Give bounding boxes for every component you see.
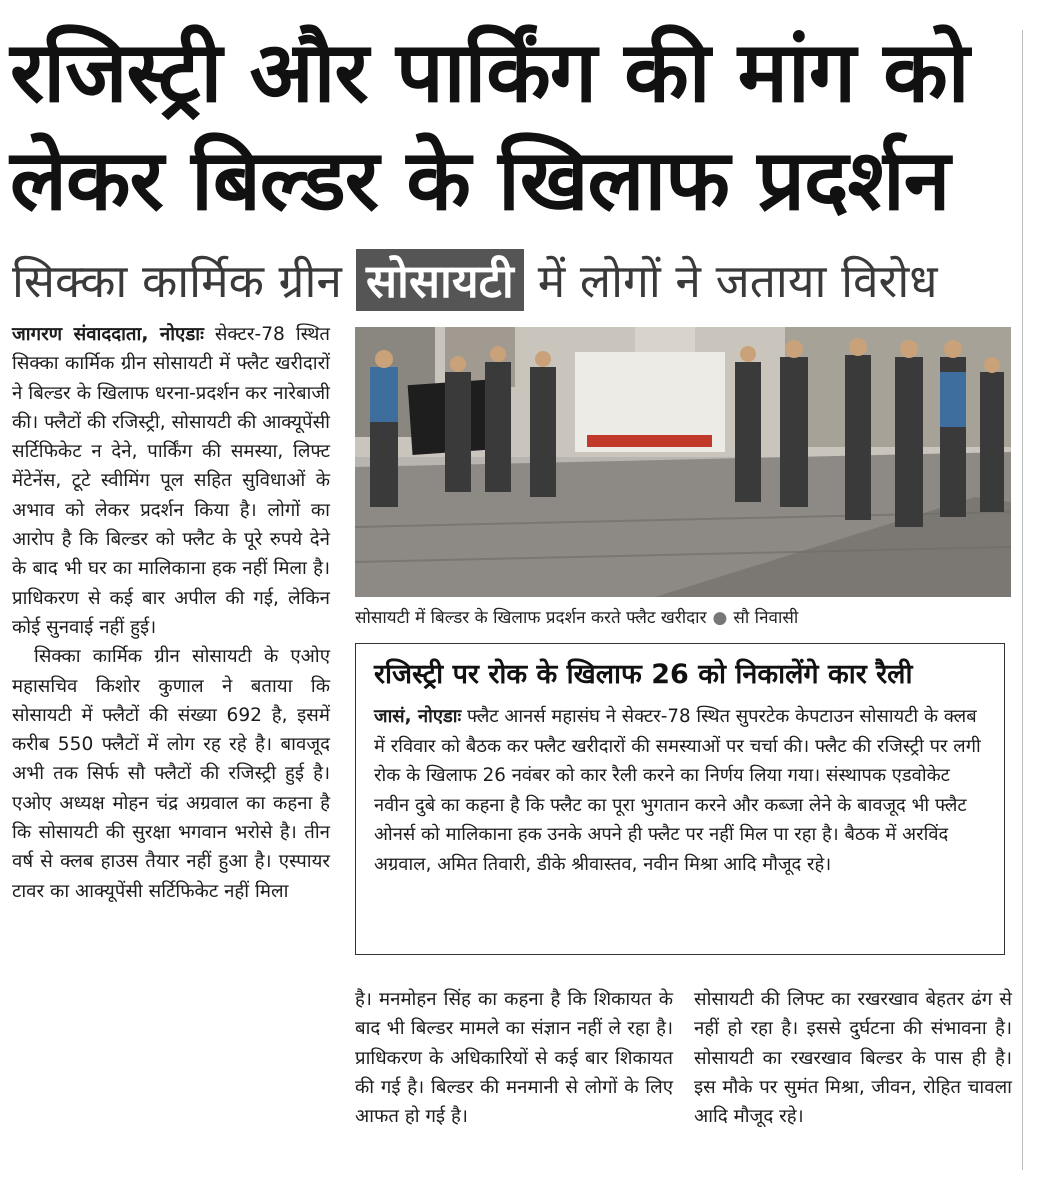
- article-paragraph-2: सिक्का कार्मिक ग्रीन सोसायटी के एओए महासचिव किशोर कुणाल ने बताया कि सोसायटी में फ्लैटों की संख्या 692 है, इसमें करीब 550 फ्लैटों में लोग रह रहे है। बावजूद अभी तक सिर्फ सौ फ्लैटों की रजिस्ट्री हुई है। एओए अध्यक्ष मोहन चंद्र अग्रवाल का कहना है कि सोसायटी की सुरक्षा भगवान भरोसे है। तीन वर्ष से क्लब हाउस तैयार नहीं हुआ है। एस्पायर टावर का आक्यूपेंसी सर्टिफिकेट नहीं मिला: [12, 646, 330, 902]
- article-column-3: [694, 985, 1012, 1131]
- protest-photo: [355, 327, 1011, 597]
- article-para-1-text: सेक्टर-78 स्थित सिक्का कार्मिक ग्रीन सोसायटी में फ्लैट खरीदारों ने बिल्डर के खिलाफ धरना-प्रदर्शन कर नारेबाजी की। फ्लैटों की रजिस्ट्री, सोसायटी की आक्यूपेंसी सर्टिफिकेट न देने, पार्किंग की समस्या, लिफ्ट मेंटेनेंस, टूटे स्वीमिंग पूल सहित सुविधाओं के अभाव को लेकर प्रदर्शन किया है। लोगों का आरोप है कि बिल्डर को फ्लैट के पूरे रुपये देने के बाद भी घर का मालिकाना हक नहीं मिला है। प्राधिकरण से कई बार अपील की गई, लेकिन कोई सुनवाई नहीं हुई।: [12, 324, 331, 638]
- photo-credit: सौ निवासी: [733, 608, 799, 628]
- article-paragraph-1: [12, 320, 330, 642]
- photo-caption: [355, 605, 1011, 628]
- headline-line-1: रजिस्ट्री और पार्किंग की मांग को: [10, 23, 969, 121]
- sidebar-story-box: [355, 643, 1005, 955]
- caption-bullet-icon: ●: [712, 608, 728, 628]
- article-column-1: [12, 320, 330, 906]
- sidebar-story-text: फ्लैट आनर्स महासंघ ने सेक्टर-78 स्थित सुपरटेक केपटाउन सोसायटी के क्लब में रविवार को बैठक कर फ्लैट खरीदारों की समस्याओं पर चर्चा की। फ्लैट की रजिस्ट्री पर लगी रोक के खिलाफ 26 नवंबर को कार रैली करने का निर्णय लिया गया। संस्थापक एडवोकेट नवीन दुबे का कहना है कि फ्लैट का पूरा भुगतान करने और कब्जा लेने के बावजूद भी फ्लैट ओनर्स को मालिकाना हक उनके अपने ही फ्लैट पर नहीं मिल पा रहा है। बैठक में अरविंद अग्रवाल, अमित तिवारी, डीके श्रीवास्तव, नवीन मिश्रा आदि मौजूद रहे।: [374, 706, 981, 875]
- subheadline-highlight: सोसायटी: [356, 249, 524, 311]
- article-column-2: [355, 985, 673, 1131]
- subheadline-after: में लोगों ने जताया विरोध: [537, 254, 938, 308]
- sidebar-story-byline: जासं, नोएडाः: [374, 706, 462, 727]
- photo-caption-text: सोसायटी में बिल्डर के खिलाफ प्रदर्शन करते फ्लैट खरीदार: [355, 608, 707, 628]
- article-column-3-text: सोसायटी की लिफ्ट का रखरखाव बेहतर ढंग से नहीं हो रहा है। इससे दुर्घटना की संभावना है। सोसायटी का रखरखाव बिल्डर के पास ही है। इस मौके पर सुमंत मिश्रा, जीवन, रोहित चावला आदि मौजूद रहे।: [694, 989, 1012, 1128]
- page-edge-divider: [1022, 30, 1023, 1170]
- protest-photo-illustration: [355, 327, 1011, 597]
- subheadline-before: सिक्का कार्मिक ग्रीन: [12, 254, 342, 308]
- article-byline: जागरण संवाददाता, नोएडाः: [12, 324, 204, 345]
- article-column-2-text: है। मनमोहन सिंह का कहना है कि शिकायत के बाद भी बिल्डर मामले का संज्ञान नहीं ले रहा है। प्राधिकरण के अधिकारियों से कई बार शिकायत की गई है। बिल्डर की मनमानी से लोगों के लिए आफत हो गई है।: [355, 989, 673, 1128]
- headline-line-2: लेकर बिल्डर के खिलाफ प्रदर्शन: [10, 131, 950, 229]
- subheadline: [12, 250, 938, 310]
- sidebar-story-title: रजिस्ट्री पर रोक के खिलाफ 26 को निकालेंगे कार रैली: [374, 659, 913, 690]
- sidebar-story-body: [374, 702, 988, 880]
